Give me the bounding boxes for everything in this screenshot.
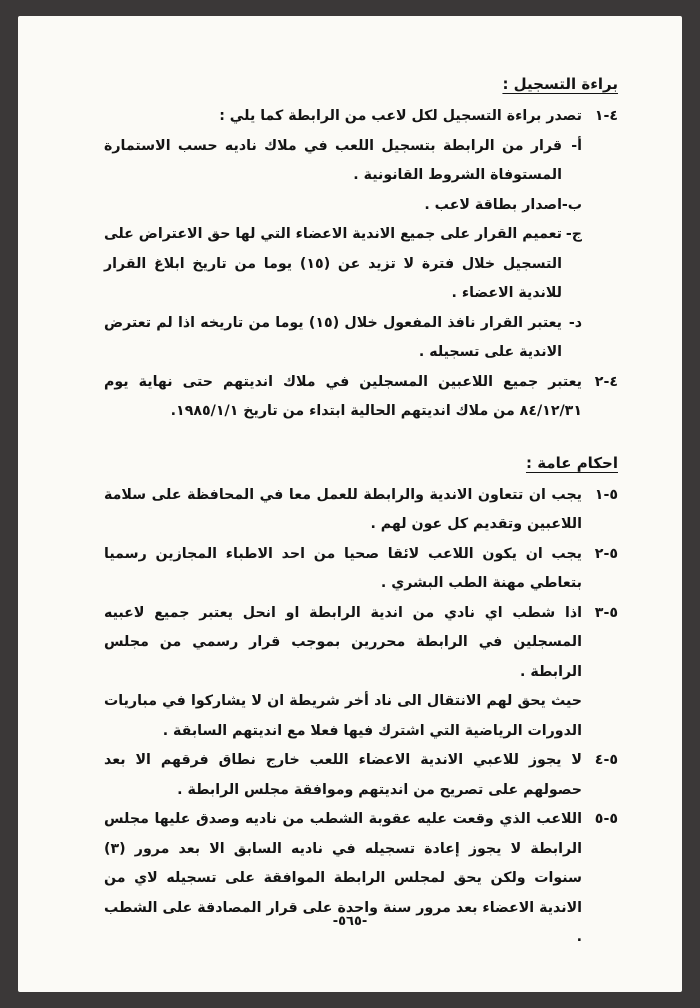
subclause-mark: د- — [568, 314, 582, 331]
clause-5-3 — [104, 599, 618, 688]
clause-5-4 — [104, 746, 618, 805]
clause-number: ٥-١ — [594, 486, 618, 503]
section-title-registration: براءة التسجيل : — [502, 75, 618, 93]
subclause-text: قرار من الرابطة بتسجيل اللعب في ملاك ناديه حسب الاستمارة المستوفاة الشروط القانونية . — [104, 137, 562, 183]
clause-number: ٤-١ — [594, 108, 618, 124]
clause-text: لا يجوز للاعبي الاندية الاعضاء اللعب خارج نطاق فرقهم الا بعد حصولهم على تصريح من انديتهم وموافقة مجلس الرابطة . — [104, 752, 582, 798]
page-number: -٥٦٥- — [332, 914, 368, 929]
clause-text: يجب ان يكون اللاعب لائقا صحيا من احد الاطباء المجازين رسميا بتعاطي مهنة الطب البشري . — [104, 545, 582, 591]
clause-number: ٥-٥ — [594, 811, 618, 827]
clause-number: ٥-٣ — [594, 604, 618, 621]
clause-5-2 — [104, 540, 618, 599]
subclause-c — [104, 220, 618, 309]
subclause-a — [104, 132, 618, 191]
subclause-b — [104, 191, 618, 221]
subclause-text: يعتبر القرار نافذ المفعول خلال (١٥) يوما من تاريخه اذا لم تعترض الاندية على تسجيله . — [104, 314, 562, 360]
subclause-text: تعميم القرار على جميع الاندية الاعضاء التي لها حق الاعتراض على التسجيل خلال فترة لا تزيد عن (١٥) يوما من تاريخ ابلاغ القرار للاندية الاعضاء . — [104, 226, 562, 301]
subclause-text: اصدار بطاقة لاعب . — [424, 196, 562, 213]
clause-number: ٤-٢ — [594, 373, 618, 390]
document-body — [104, 70, 618, 953]
clause-4-1 — [104, 102, 618, 132]
subclause-mark: ج- — [565, 226, 582, 242]
clause-text: اللاعب الذي وقعت عليه عقوبة الشطب من ناديه وصدق عليها مجلس الرابطة لا يجوز إعادة تسجيله في ناديه السابق الا بعد مرور (٣) سنوات ولكن يحق لمجلس الرابطة الموافقة على تسجيله لاي من الاندية الاعضاء بعد مرور سنة واحدة على قرار المصادقة على الشطب . — [104, 811, 582, 945]
clause-4-2 — [104, 368, 618, 427]
clause-number: ٥-٢ — [594, 545, 618, 562]
clause-text: اذا شطب اي نادي من اندية الرابطة او انحل يعتبر جميع لاعبيه المسجلين في الرابطة محررين بموجب قرار رسمي من مجلس الرابطة . — [104, 604, 582, 680]
clause-number: ٥-٤ — [594, 752, 618, 768]
clause-text: يجب ان تتعاون الاندية والرابطة للعمل معا في المحافظة على سلامة اللاعبين وتقديم كل عون لهم . — [104, 486, 582, 532]
clause-text: تصدر براءة التسجيل لكل لاعب من الرابطة كما يلي : — [219, 108, 582, 124]
section-title-general-provisions: احكام عامة : — [525, 453, 618, 472]
section-spacer — [104, 427, 618, 449]
clause-5-1 — [104, 481, 618, 540]
subclause-mark: أ- — [571, 137, 582, 154]
clause-text: يعتبر جميع اللاعبين المسجلين في ملاك انديتهم حتى نهاية يوم ٨٤/١٢/٣١ من ملاك انديتهم الحالية ابتداء من تاريخ ١٩٨٥/١/١. — [104, 373, 582, 419]
subclause-mark: ب- — [561, 196, 582, 213]
clause-5-3-continuation: حيث يحق لهم الانتقال الى ناد أخر شريطة ان لا يشاركوا في مباريات الدورات الرياضية التي اشترك فيها فعلا مع انديتهم السابقة . — [104, 693, 582, 739]
clause-5-5 — [104, 805, 618, 953]
subclause-d — [104, 309, 618, 368]
document-page — [18, 16, 682, 992]
